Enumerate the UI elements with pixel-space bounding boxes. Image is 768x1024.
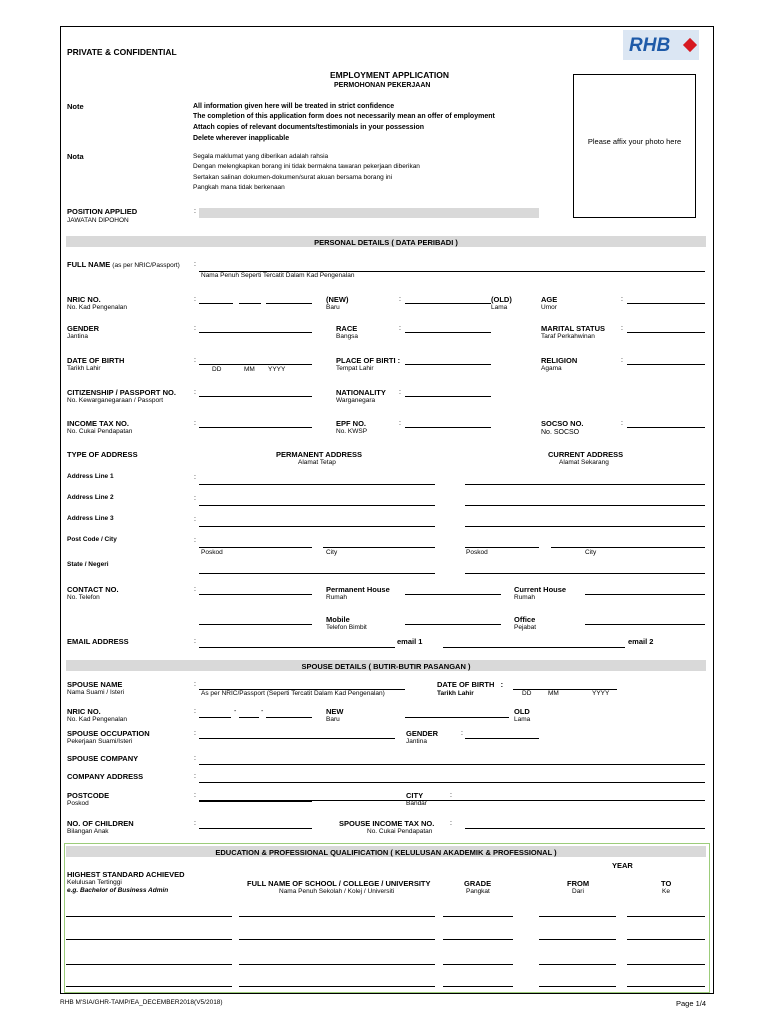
socso-sub: No. SOCSO — [541, 429, 580, 436]
address-line1-label: Address Line 1 — [67, 473, 114, 480]
permanent-address-sub: Alamat Tetap — [298, 459, 336, 466]
dob-yyyy: YYYY — [268, 366, 286, 373]
mobile-label: Mobile — [326, 615, 350, 624]
nric-input-1[interactable] — [199, 303, 233, 304]
perm-poskod-sub: Poskod — [201, 549, 223, 556]
contact-label: CONTACT NO. — [67, 585, 119, 594]
colon: : — [621, 357, 623, 364]
edu-row4-highest[interactable] — [66, 986, 232, 987]
spouse-nric-input-3[interactable] — [266, 717, 312, 718]
citizenship-label: CITIZENSHIP / PASSPORT NO. — [67, 388, 176, 397]
colon: : — [194, 208, 196, 215]
address-line3-label: Address Line 3 — [67, 515, 114, 522]
colon: : — [194, 586, 196, 593]
note-line: Delete wherever inapplicable — [193, 135, 290, 142]
email-label: EMAIL ADDRESS — [67, 637, 129, 646]
spouse-tax-sub: No. Cukai Pendapatan — [367, 828, 433, 835]
colon: : — [399, 420, 401, 427]
dash: - — [261, 708, 264, 715]
position-input[interactable] — [199, 208, 539, 218]
colon: : — [194, 792, 196, 799]
email1-input[interactable] — [199, 647, 395, 648]
pob-sub: Tempat Lahir — [336, 365, 374, 372]
edu-row3-grade[interactable] — [443, 964, 513, 965]
company-address-input-1[interactable] — [199, 782, 705, 783]
spouse-new-sub: Baru — [326, 716, 340, 723]
spouse-name-hint: As per NRIC/Passport (Seperti Tercatit Dalam Kad Pengenalan) — [201, 690, 385, 697]
epf-sub: No. KWSP — [336, 428, 368, 435]
socso-label: SOCSO NO. — [541, 419, 584, 428]
form-title: EMPLOYMENT APPLICATION — [330, 70, 449, 80]
nota-line: Segala maklumat yang diberikan adalah rahsia — [193, 153, 329, 160]
section-title: SPOUSE DETAILS ( BUTIR-BUTIR PASANGAN ) — [301, 662, 471, 671]
marital-sub: Taraf Perkahwinan — [541, 333, 595, 340]
edu-row3-highest[interactable] — [66, 964, 232, 965]
curr-house-input[interactable] — [585, 594, 705, 595]
curr-postcode-input[interactable] — [465, 547, 539, 548]
dash: - — [234, 708, 237, 715]
perm-house-input[interactable] — [405, 594, 501, 595]
contact-input-2[interactable] — [199, 624, 312, 625]
contact-sub: No. Telefon — [67, 594, 100, 601]
perm-postcode-input[interactable] — [199, 547, 312, 548]
children-label: NO. OF CHILDREN — [67, 819, 134, 828]
spouse-dob-dd: DD — [522, 690, 532, 697]
spouse-occupation-input[interactable] — [199, 738, 395, 739]
nric-old-input[interactable] — [405, 303, 491, 304]
spouse-dob-yyyy: YYYY — [592, 690, 610, 697]
dob-label: DATE OF BIRTH — [67, 356, 125, 365]
socso-input[interactable] — [627, 427, 705, 428]
from-sub: Dari — [572, 888, 584, 895]
tax-label: INCOME TAX NO. — [67, 419, 129, 428]
personal-details-bar — [66, 236, 706, 247]
edu-row1-to[interactable] — [627, 916, 705, 917]
tax-sub: No. Cukai Pendapatan — [67, 428, 133, 435]
edu-row3-to[interactable] — [627, 964, 705, 965]
footer-code: RHB M'SIA/GHR-TAMP/EA_DECEMBER2018(V5/2018) — [60, 999, 223, 1006]
nota-line: Dengan melengkapkan borang ini tidak bermakna tawaran pekerjaan diberikan — [193, 163, 420, 170]
age-sub: Umor — [541, 304, 557, 311]
postcode-city-label: Post Code / City — [67, 536, 117, 543]
spouse-occupation-label: SPOUSE OCCUPATION — [67, 729, 150, 738]
perm-address-line3[interactable] — [199, 526, 435, 527]
note-line: Attach copies of relevant documents/testimonials in your possession — [193, 124, 425, 131]
curr-city-input[interactable] — [551, 547, 705, 548]
gender-sub: Jantina — [67, 333, 88, 340]
dob-sub: Tarikh Lahir — [67, 365, 101, 372]
current-address-label: CURRENT ADDRESS — [548, 450, 624, 459]
gender-input[interactable] — [199, 332, 312, 333]
curr-house-label: Current House — [514, 585, 567, 594]
perm-address-line2[interactable] — [199, 505, 435, 506]
edu-row1-highest[interactable] — [66, 916, 232, 917]
colon: : — [621, 296, 623, 303]
nota-line: Sertakan salinan dokumen-dokumen/surat akuan bersama borang ini — [193, 174, 393, 181]
spouse-new-input[interactable] — [405, 717, 509, 718]
fullname-label: FULL NAME (as per NRIC/Passport) — [67, 260, 180, 269]
curr-city-sub: City — [585, 549, 597, 556]
spouse-dob-mm: MM — [548, 690, 559, 697]
contact-input[interactable] — [199, 594, 312, 595]
page-number: Page 1/4 — [676, 999, 707, 1008]
spouse-postcode-sub: Poskod — [67, 800, 89, 807]
pob-input[interactable] — [405, 364, 491, 365]
colon: : — [450, 820, 452, 827]
edu-row1-school[interactable] — [239, 916, 435, 917]
email2-label: email 2 — [628, 637, 654, 646]
age-label: AGE — [541, 295, 558, 304]
address-line2-label: Address Line 2 — [67, 494, 114, 501]
company-address-label: COMPANY ADDRESS — [67, 772, 144, 781]
curr-address-line1[interactable] — [465, 484, 705, 485]
marital-input[interactable] — [627, 332, 705, 333]
nota-line: Pangkah mana tidak berkenaan — [193, 184, 285, 191]
nota-label: Nota — [67, 152, 84, 161]
spouse-old-sub: Lama — [514, 716, 531, 723]
colon: : — [194, 296, 196, 303]
perm-state-input[interactable] — [199, 573, 435, 574]
curr-address-line3[interactable] — [465, 526, 705, 527]
mobile-input[interactable] — [405, 624, 501, 625]
nric-input-2[interactable] — [239, 303, 261, 304]
religion-sub: Agama — [541, 365, 562, 372]
curr-state-input[interactable] — [465, 573, 705, 574]
age-input[interactable] — [627, 303, 705, 304]
spouse-nric-sub: No. Kad Pengenalan — [67, 716, 127, 723]
grade-label: GRADE — [464, 879, 492, 888]
spouse-city-label: CITY — [406, 791, 424, 800]
nric-label: NRIC NO. — [67, 295, 101, 304]
photo-text: Please affix your photo here — [587, 137, 682, 146]
colon: : — [194, 681, 196, 688]
religion-label: RELIGION — [541, 356, 578, 365]
highest-sub: Kelulusan Tertinggi — [67, 879, 122, 886]
colon: : — [194, 516, 196, 523]
office-sub: Pejabat — [514, 624, 537, 631]
nationality-sub: Warganegara — [336, 397, 376, 404]
email1-label: email 1 — [397, 637, 423, 646]
address-type-label: TYPE OF ADDRESS — [67, 450, 138, 459]
note-line: The completion of this application form does not necessarily mean an offer of employment — [193, 113, 495, 120]
school-label: FULL NAME OF SCHOOL / COLLEGE / UNIVERSITY — [247, 879, 431, 888]
edu-row1-grade[interactable] — [443, 916, 513, 917]
perm-house-sub: Rumah — [326, 594, 347, 601]
colon: : — [194, 730, 196, 737]
position-label: POSITION APPLIED — [67, 207, 138, 216]
perm-house-label: Permanent House — [326, 585, 390, 594]
edu-row2-highest[interactable] — [66, 939, 232, 940]
edu-row2-school[interactable] — [239, 939, 435, 940]
colon: : — [621, 325, 623, 332]
pob-label: PLACE OF BIRTI : — [336, 356, 401, 365]
edu-row2-from[interactable] — [539, 939, 616, 940]
race-sub: Bangsa — [336, 333, 359, 340]
email2-input[interactable] — [443, 647, 625, 648]
spouse-occupation-sub: Pekerjaan Suami/Isteri — [67, 738, 133, 745]
logo-diamond-icon — [683, 38, 697, 52]
grade-sub: Pangkat — [466, 888, 490, 895]
highest-example: e.g. Bachelor of Business Admin — [67, 887, 169, 894]
perm-address-line1[interactable] — [199, 484, 435, 485]
children-input[interactable] — [199, 828, 312, 829]
note-label: Note — [67, 102, 84, 111]
curr-house-sub: Rumah — [514, 594, 535, 601]
colon: : — [194, 495, 196, 502]
spouse-details-bar — [66, 660, 706, 671]
colon: : — [194, 420, 196, 427]
education-bar — [66, 846, 706, 857]
spouse-company-input[interactable] — [199, 764, 705, 765]
colon: : — [194, 325, 196, 332]
curr-poskod-sub: Poskod — [466, 549, 488, 556]
colon: : — [399, 296, 401, 303]
nric-sub: No. Kad Pengenalan — [67, 304, 127, 311]
to-label: TO — [661, 879, 672, 888]
school-sub: Nama Penuh Sekolah / Kolej / Universiti — [279, 888, 395, 895]
note-line: All information given here will be treated in strict confidence — [193, 103, 395, 110]
edu-row3-school[interactable] — [239, 964, 435, 965]
colon: : — [450, 792, 452, 799]
colon: : — [194, 357, 196, 364]
perm-city-input[interactable] — [323, 547, 435, 548]
nric-old-sub: Lama — [491, 304, 508, 311]
edu-row3-from[interactable] — [539, 964, 616, 965]
photo-box — [573, 74, 696, 218]
colon: : — [194, 708, 196, 715]
section-title: EDUCATION & PROFESSIONAL QUALIFICATION ( KELULUSAN AKADEMIK & PROFESSIONAL ) — [215, 848, 557, 857]
spouse-gender-label: GENDER — [406, 729, 439, 738]
epf-label: EPF NO. — [336, 419, 367, 428]
from-label: FROM — [567, 879, 590, 888]
colon: : — [194, 820, 196, 827]
colon: : — [399, 389, 401, 396]
colon: : — [194, 755, 196, 762]
position-sub: JAWATAN DIPOHON — [67, 217, 129, 224]
state-label: State / Negeri — [67, 561, 109, 568]
nric-new-label: (NEW) — [326, 295, 349, 304]
perm-city-sub: City — [326, 549, 338, 556]
edu-row4-school[interactable] — [239, 986, 435, 987]
gender-label: GENDER — [67, 324, 100, 333]
application-form — [60, 26, 714, 994]
rhb-logo — [623, 30, 699, 60]
spouse-dob-sub: Tarikh Lahir — [437, 690, 474, 697]
mobile-sub: Telefon Bimbit — [326, 624, 367, 631]
spouse-nric-input-1[interactable] — [199, 717, 231, 718]
race-label: RACE — [336, 324, 358, 333]
nationality-label: NATIONALITY — [336, 388, 386, 397]
religion-input[interactable] — [627, 364, 705, 365]
spouse-new-label: NEW — [326, 707, 344, 716]
colon: : — [194, 537, 196, 544]
spouse-postcode-input[interactable] — [199, 801, 312, 802]
race-input[interactable] — [405, 332, 491, 333]
year-label: YEAR — [612, 861, 633, 870]
office-input[interactable] — [585, 624, 705, 625]
confidential-label: PRIVATE & CONFIDENTIAL — [67, 47, 177, 57]
spouse-name-sub: Nama Suami / Isteri — [67, 689, 125, 696]
highest-label: HIGHEST STANDARD ACHIEVED — [67, 870, 185, 879]
edu-row1-from[interactable] — [539, 916, 616, 917]
current-address-sub: Alamat Sekarang — [559, 459, 609, 466]
logo-text: RHB — [629, 35, 671, 56]
colon: : — [194, 773, 196, 780]
spouse-gender-input[interactable] — [465, 738, 539, 739]
colon: : — [194, 474, 196, 481]
section-title: PERSONAL DETAILS ( DATA PERIBADI ) — [314, 238, 458, 247]
colon: : — [194, 638, 196, 645]
edu-row4-grade[interactable] — [443, 986, 513, 987]
spouse-company-label: SPOUSE COMPANY — [67, 754, 139, 763]
colon: : — [194, 389, 196, 396]
spouse-nric-label: NRIC NO. — [67, 707, 101, 716]
spouse-postcode-label: POSTCODE — [67, 791, 110, 800]
edu-row4-from[interactable] — [539, 986, 616, 987]
colon: : — [461, 730, 463, 737]
edu-row4-to[interactable] — [627, 986, 705, 987]
edu-row2-grade[interactable] — [443, 939, 513, 940]
nric-input-3[interactable] — [266, 303, 312, 304]
spouse-tax-label: SPOUSE INCOME TAX NO. — [339, 819, 435, 828]
to-sub: Ke — [662, 888, 670, 895]
office-label: Office — [514, 615, 536, 624]
form-subtitle: PERMOHONAN PEKERJAAN — [334, 82, 431, 89]
edu-row2-to[interactable] — [627, 939, 705, 940]
marital-label: MARITAL STATUS — [541, 324, 606, 333]
colon: : — [194, 261, 196, 268]
spouse-gender-sub: Jantina — [406, 738, 427, 745]
children-sub: Bilangan Anak — [67, 828, 109, 835]
epf-input[interactable] — [405, 427, 491, 428]
permanent-address-label: PERMANENT ADDRESS — [276, 450, 362, 459]
citizenship-sub: No. Kewarganegaraan / Passport — [67, 397, 164, 404]
colon: : — [399, 325, 401, 332]
curr-address-line2[interactable] — [465, 505, 705, 506]
dob-input[interactable] — [199, 364, 312, 365]
colon: : — [621, 420, 623, 427]
dob-mm: MM — [244, 366, 255, 373]
spouse-tax-input[interactable] — [465, 828, 705, 829]
citizenship-input[interactable] — [199, 396, 312, 397]
spouse-city-sub: Bandar — [406, 800, 427, 807]
spouse-dob-label: DATE OF BIRTH : — [437, 680, 504, 689]
nric-new-sub: Baru — [326, 304, 340, 311]
nric-old-label: (OLD) — [491, 295, 512, 304]
nationality-input[interactable] — [405, 396, 491, 397]
spouse-nric-input-2[interactable] — [239, 717, 259, 718]
spouse-old-label: OLD — [514, 707, 530, 716]
dob-dd: DD — [212, 366, 222, 373]
fullname-sub: Nama Penuh Seperti Tercatit Dalam Kad Pengenalan — [201, 272, 355, 279]
tax-input[interactable] — [199, 427, 312, 428]
spouse-name-label: SPOUSE NAME — [67, 680, 123, 689]
